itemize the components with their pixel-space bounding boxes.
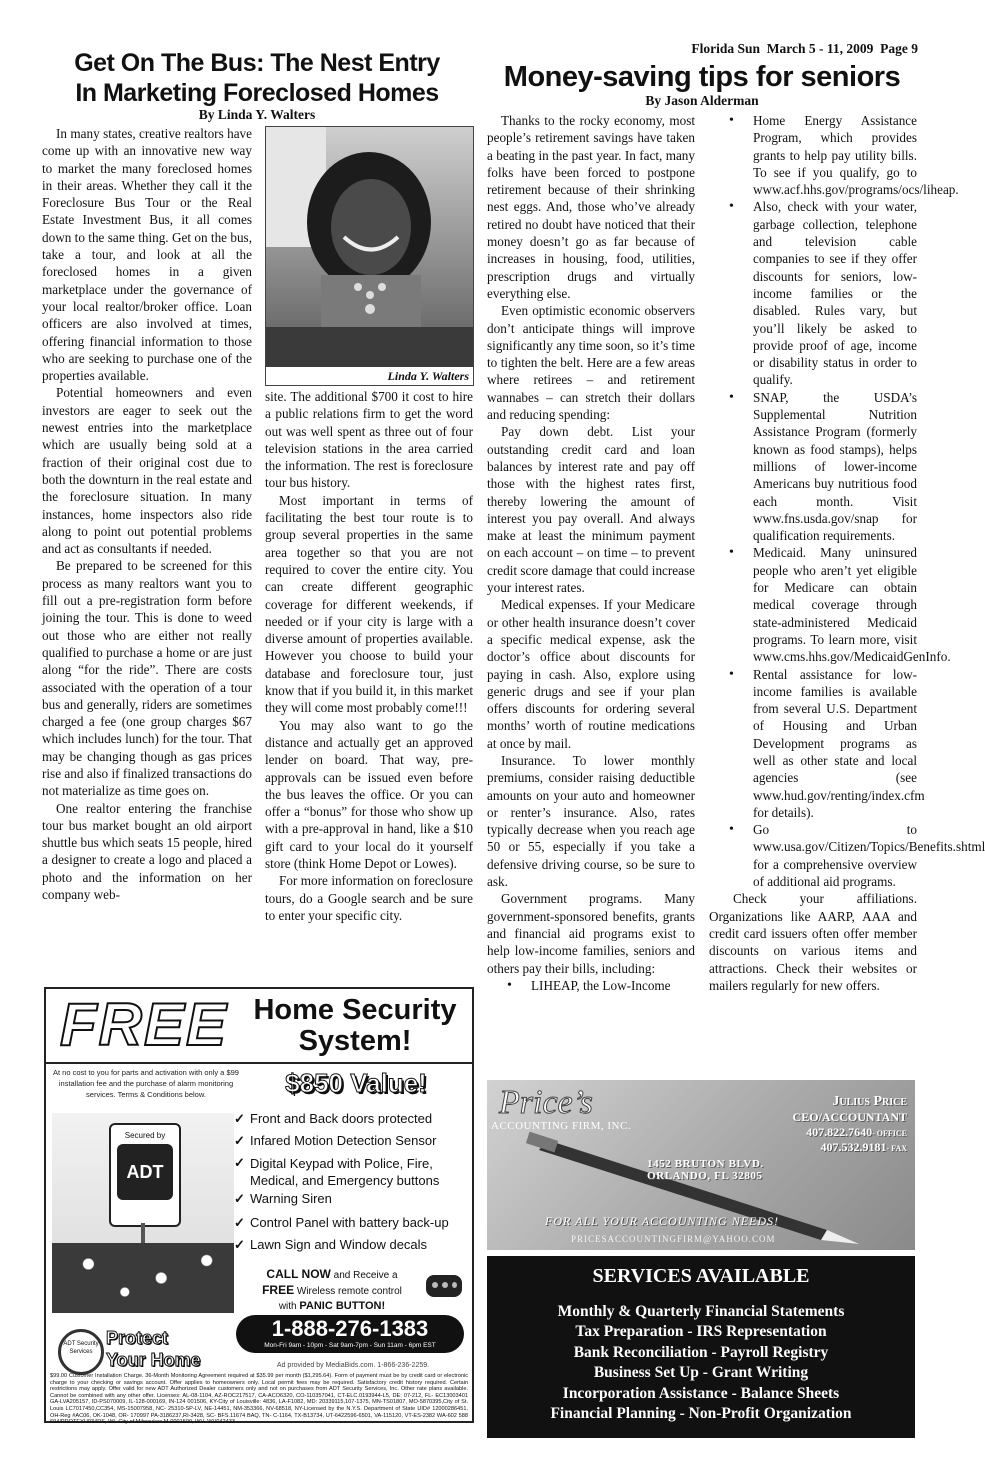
service-item: Tax Preparation - IRS Representation	[575, 1323, 827, 1341]
services-title: SERVICES AVAILABLE	[592, 1265, 810, 1287]
address: 1452 BRUTON BLVD. ORLANDO, FL 32805	[647, 1158, 764, 1182]
photo-caption: Linda Y. Walters	[387, 369, 469, 383]
call-now-block: CALL NOW and Receive a FREE Wireless remote control with PANIC BUTTON!	[262, 1267, 402, 1312]
feature-item: ✓ Infared Motion Detection Sensor	[234, 1133, 437, 1148]
list-item: • Go to www.usa.gov/Citizen/Topics/Benefits.shtml for a comprehensive overview of additional aid programs.	[753, 821, 917, 890]
list-item: • Rental assistance for low-income families is available from several U.S. Department of Housing and Urban Development programs as well as other state and local agencies (see www.hud.gov/renting/index.cfm for details).	[753, 666, 917, 822]
feature-item: ✓ Warning Siren	[234, 1191, 332, 1206]
left-article-title	[42, 48, 472, 108]
adt-ad	[44, 987, 474, 1426]
phone-number[interactable]: 1-888-276-1383	[271, 1316, 429, 1341]
paragraph: Thanks to the rocky economy, most people’s retirement savings have taken a beating in the past year. In fact, many folks have been forced to postpone retirement because of their shrinking nest eggs. And, those who’ve already retired no doubt have noticed that their money doesn’t go as far because of increases in housing, food, utilities, prescription drugs and virtually everything else.	[487, 113, 695, 301]
person-title: CEO/ACCOUNTANT	[792, 1110, 907, 1124]
paragraph: Most important in terms of facilitating the best tour route is to group several properties in the same area together so that you are not required to cover the entire city. You can create different geographic coverage for different weekends, if needed or if your city is large with a diverse amount of properties available. However you choose to build your database and foreclosure tour, just know that if you build it, in this market they will come most probably come!!!	[265, 492, 473, 716]
service-item: Incorporation Assistance - Balance Sheets	[562, 1384, 840, 1402]
check-icon: ✓	[234, 1215, 245, 1230]
office-phone: 407.822.7640- OFFICE	[806, 1125, 907, 1139]
paragraph: Insurance. To lower monthly premiums, consider raising deductible amounts on your auto and homeowner or renter’s insurance. Also, rates typically decrease when you reach age 50 or 55, especially if you take a defensive driving course, so be sure to ask.	[487, 752, 695, 890]
check-icon: ✓	[234, 1237, 245, 1252]
left-title-line1: Get On The Bus: The Nest Entry	[74, 49, 440, 77]
phone-hours: Mon-Fri 9am - 10pm - Sat 9am-7pm - Sun 11am - 6pm EST	[264, 1342, 436, 1349]
fax-phone: 407.532.9181- FAX	[820, 1140, 907, 1154]
check-icon: ✓	[234, 1155, 245, 1170]
paragraph: For more information on foreclosure tours, do a Google search and be sure to enter your specific city.	[265, 873, 473, 923]
feature-item: ✓ Front and Back doors protected	[234, 1111, 433, 1126]
adt-logo-icon: ADT	[117, 1144, 173, 1200]
paragraph: Pay down debt. List your outstanding credit card and loan balances by interest rate and pay off those with the highest rates first, thereby lowering the amount of interest you pay overall. And always make at least the minimum payment on each account – on time – to prevent credit score damage that could increase your interest rates.	[487, 424, 695, 596]
paragraph: In many states, creative realtors have come up with an innovative new way to market the many foreclosed homes in their areas. Whether they call it the Foreclosure Bus Tour or the Real Estate Investment Bus, it all comes down to the same thing. Get on the bus, take a tour, and look at all the foreclosed homes in a given marketplace under the governance of your local realtor/broker office. Loan officers are also involved at times, offering financial information to those who are seeking to purchase one of the properties available.	[42, 126, 252, 384]
free-heading: FREE	[60, 991, 229, 1058]
left-byline: By Linda Y. Walters	[198, 107, 316, 122]
headline	[244, 995, 466, 1057]
right-article-col2	[709, 112, 985, 994]
flower-bed-icon	[52, 1243, 234, 1313]
tagline: FOR ALL YOUR ACCOUNTING NEEDS!	[545, 1214, 780, 1228]
headline-line1: Home Security	[253, 994, 457, 1026]
left-article-col1	[42, 125, 252, 903]
legal-fine-print: $99.00 Customer Installation Charge. 36-Month Monitoring Agreement required at $35.99 per month ($1,295.64). Form of payment must be by credit card or electronic charge to your checking or savings account. Offer applies to homeowners only. Local permit fees may be required. Satisfactory credit history required. Certain restrictions may apply. Offer valid for new ADT Authorized Dealer customers only and not on purchases from ADT Security Services, Inc. Other rate plans available. Cannot be combined with any other offer. Licenses: AL-08-1104, AZ-ROC217517, CA-ACO6320, CO-110357041, CT-ELC.0193944-L5, DE: 07-212, FL- EC13003401 GA-LVA205157, ID-PS070009, IL-128-000169, IN-124 001506, KY-City of Louisville: 4836, LA-F1082, MD: 20339115,107-1375, MN-TS01807, MO-5870395,City of St. Louis LC7017450,CC354, MS-15007958, NC- 25310-SP-LV, NE-14451, NM-353366, NV-68518, NY-Licensed by the N.Y.S. Department of State UID# 12000286451, OH-Reg #AC06, OK-1048, OR- 170997 PA-3186237,RI-3428, SC- BFS.11674 BAQ, TN- C-1164, TX-B13734, UT-6422596-6501, VA-115120, VT-ES-2382 WA-602 588 694/PROTEYH934RS, WI- City of Milwaukee M-0001599, WV- WV042433.	[50, 1373, 468, 1426]
service-item: Monthly & Quarterly Financial Statements	[557, 1303, 845, 1320]
call-now-label: CALL NOW	[266, 1267, 331, 1281]
fine-print-top: At no cost to you for parts and activation with only a $99 installation fee and the purchase of alarm monitoring services. Terms & Conditions below.	[53, 1068, 239, 1099]
email[interactable]: PRICESACCOUNTINGFIRM@YAHOO.COM	[571, 1234, 776, 1244]
feature-item: ✓ Control Panel with battery back-up	[234, 1215, 449, 1230]
list-item: • Also, check with your water, garbage collection, telephone and television cable companies to see if they offer discounts for seniors, low-income families or the disabled. Rules vary, but you’ll likely be asked to provide proof of age, income or disability status in order to qualify.	[753, 198, 917, 388]
value-heading: $850 Value!	[285, 1068, 427, 1098]
services-list	[487, 1302, 915, 1424]
paragraph: One realtor entering the franchise tour bus market bought an old airport shuttle bus which seats 15 people, hired a designer to create a logo and placed a photo and the information on her company web-	[42, 800, 252, 903]
list-item: • SNAP, the USDA’s Supplemental Nutrition Assistance Program (formerly known as food stamps), helps millions of lower-income Americans buy nutritious food each month. Visit www.fns.usda.gov/snap for qualification requirements.	[753, 389, 917, 545]
services-box	[487, 1256, 915, 1438]
accounting-ad	[487, 1080, 915, 1250]
list-item: • LIHEAP, the Low-Income	[531, 977, 695, 994]
left-title-line2: In Marketing Foreclosed Homes	[75, 79, 439, 107]
right-article-title: Money-saving tips for seniors	[503, 61, 901, 93]
list-item: • Medicaid. Many uninsured people who aren’t yet eligible for Medicare can obtain medical coverage through state-administered Medicaid programs. To learn more, visit www.cms.hhs.gov/MedicaidGenInfo.	[753, 544, 917, 665]
sign-top-text: Secured by	[124, 1131, 166, 1140]
paragraph: Even optimistic economic observers don’t anticipate things will improve significantly any time soon, so it’s time to tighten the belt. Here are a few areas where retirees – and retirement wannabes – can stretch their dollars and reducing spending:	[487, 303, 695, 423]
firm-name: Price’s	[499, 1084, 593, 1121]
paragraph: Be prepared to be screened for this process as many realtors want you to fill out a pre-registration form before joining the tour. This is done to weed out those who are either not really qualified to purchase a home or are just along “for the ride”. There are costs associated with the operation of a tour bus and generally, riders are sometimes charged a fee (one group charges $67 which includes lunch) for the tour. That may be changing though as gas prices rise and also if finalized transactions do not materialize as time goes on.	[42, 558, 252, 799]
paragraph: Government programs. Many government-sponsored benefits, grants and financial aid programs exist to help low-income families, seniors and others pay their bills, including:	[487, 891, 695, 976]
phone-pill[interactable]	[236, 1315, 464, 1353]
left-article-col2	[265, 388, 473, 924]
right-article-col1	[487, 112, 695, 994]
author-photo-image	[266, 127, 473, 367]
service-item: Financial Planning - Non-Profit Organization	[550, 1405, 852, 1423]
protect-heading: Protect Your Home	[106, 1328, 201, 1370]
masthead: Florida Sun March 5 - 11, 2009 Page 9	[691, 41, 918, 56]
paragraph: Medical expenses. If your Medicare or other health insurance doesn’t cover a specific medical expense, ask the doctor’s office about discounts for paying in cash. Also, explore using generic drugs and see if your plan offers discounts for ordering several months’ worth of routine medications at once by mail.	[487, 597, 695, 751]
service-item: Business Set Up - Grant Writing	[593, 1364, 809, 1382]
feature-item: ✓ Lawn Sign and Window decals	[234, 1237, 428, 1252]
adt-sign-image	[52, 1113, 234, 1313]
firm-subtitle: ACCOUNTING FIRM, INC.	[491, 1120, 632, 1132]
person-name: Julius Price	[832, 1094, 907, 1109]
adt-badge-icon: ADT Security Services	[58, 1329, 104, 1375]
right-byline: By Jason Alderman	[645, 93, 759, 108]
author-photo	[265, 126, 474, 386]
paragraph: Check your affiliations. Organizations like AARP, AAA and credit card issuers often offer member discounts on various items and attractions. Check their websites or mailers regularly for new offers.	[709, 891, 917, 993]
check-icon: ✓	[234, 1191, 245, 1206]
provided-by: Ad provided by MediaBids.com. 1-866-236-2259.	[276, 1362, 430, 1369]
paragraph: Potential homeowners and even investors are eager to seek out the newest entries into the marketplace which are usually being sold at a fraction of their original cost due to both the downturn in the real estate and the foreclosure situation. In many instances, home inspectors also ride along to point out potential problems and act as consultants if needed.	[42, 385, 252, 557]
feature-list	[234, 1111, 470, 1253]
bullet-list	[709, 112, 985, 890]
panic-label: PANIC BUTTON!	[299, 1300, 386, 1312]
list-item: • Home Energy Assistance Program, which provides grants to help pay utility bills. To see if you qualify, go to www.acf.hhs.gov/programs/ocs/liheap.	[753, 112, 917, 198]
remote-control-icon	[426, 1275, 462, 1297]
headline-line2: System!	[298, 1025, 412, 1057]
check-icon: ✓	[234, 1111, 245, 1126]
paragraph: You may also want to go the distance and actually get an approved lender on board. That way, pre-approvals can be issued even before the bus leaves the office. Or you can offer a “bonus” for those who show up with a pre-approval in hand, like a $10 gift card to your local do it yourself store (think Home Depot or Lowes).	[265, 717, 473, 872]
check-icon: ✓	[234, 1133, 245, 1148]
bullet-list	[487, 977, 695, 994]
free-label: FREE	[262, 1283, 295, 1297]
service-item: Bank Reconciliation - Payroll Registry	[573, 1343, 829, 1361]
paragraph: site. The additional $700 it cost to hire a public relations firm to get the word out was well spent as three out of four television stations in the area carried the information. The rest is foreclosure tour bus history.	[265, 389, 473, 491]
feature-item: ✓ Digital Keypad with Police, Fire, Medical, and Emergency buttons	[234, 1155, 440, 1188]
